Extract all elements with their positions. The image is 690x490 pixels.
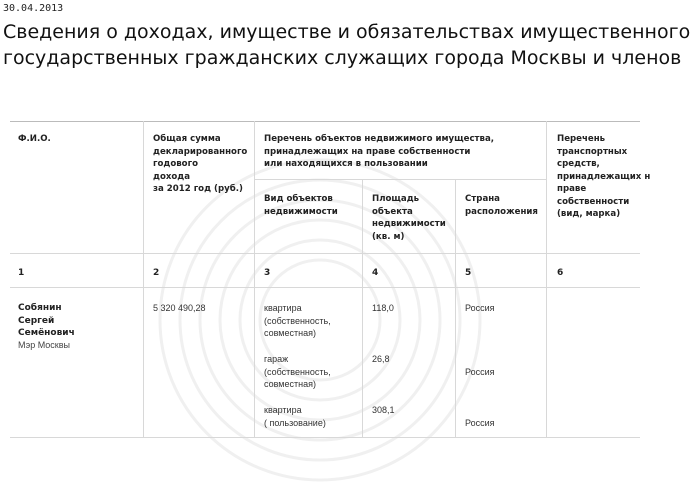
col-number-1: 1 — [18, 268, 25, 278]
official-position: Мэр Москвы — [18, 340, 70, 350]
official-name: Собянин Сергей Семёнович — [18, 303, 75, 338]
title-line-2: государственных гражданских служащих города Москвы и членов — [3, 47, 682, 69]
property-area: 118,0 — [372, 303, 394, 313]
col-number-6: 6 — [557, 268, 564, 278]
document-date: 30.04.2013 — [3, 3, 64, 14]
col-rule-4 — [455, 179, 456, 437]
property-type: квартира ( пользование) — [264, 405, 326, 428]
col-rule-2 — [254, 121, 255, 437]
header-property-type: Вид объектов недвижимости — [264, 194, 338, 217]
header-income: Общая сумма декларированного годового дохода за 2012 год (руб.) — [153, 134, 248, 194]
col-number-5: 5 — [465, 268, 472, 278]
declared-income: 5 320 490,28 — [153, 303, 206, 313]
col-rule-1 — [143, 121, 144, 437]
col-rule-5 — [546, 121, 547, 437]
property-type: квартира (собственность, совместная) — [264, 303, 331, 338]
property-country: Россия — [465, 303, 495, 313]
property-type: гараж (собственность, совместная) — [264, 354, 331, 389]
property-country: Россия — [465, 418, 495, 428]
property-area: 308,1 — [372, 405, 395, 415]
header-property: Перечень объектов недвижимого имущества, принадлежащих на праве собственности или находящихся в пользовании — [264, 134, 495, 169]
header-fio: Ф.И.О. — [18, 134, 51, 144]
property-area: 26,8 — [372, 354, 390, 364]
header-property-country: Страна расположения — [465, 194, 538, 217]
header-vehicles: Перечень транспортных средств, принадлежащих н праве собственности (вид, марка) — [557, 134, 651, 219]
subheader-rule — [254, 179, 546, 180]
title-line-1: Сведения о доходах, имуществе и обязательствах имущественного — [3, 21, 690, 43]
col-number-2: 2 — [153, 268, 160, 278]
table-bottom-rule — [10, 437, 640, 438]
header-property-area: Площадь объекта недвижимости (кв. м) — [372, 194, 446, 242]
col-number-4: 4 — [372, 268, 379, 278]
col-rule-3 — [362, 179, 363, 437]
document-title — [3, 19, 690, 71]
property-country: Россия — [465, 367, 495, 377]
col-number-3: 3 — [264, 268, 271, 278]
